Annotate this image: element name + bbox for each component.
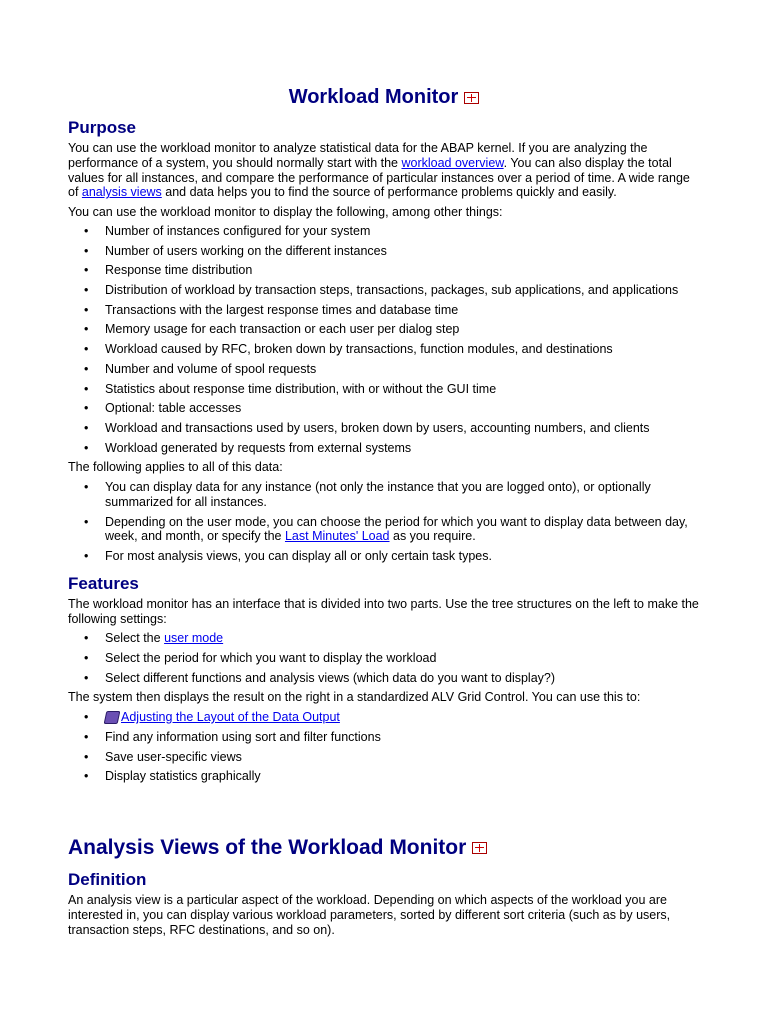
- definition-paragraph: An analysis view is a particular aspect of the workload. Depending on which aspects of the workload you are interested in, you can display various workload parameters, sorted by different sort criteria (such as by users, transaction steps, RFC destinations, and so on).: [68, 893, 671, 937]
- list-item: • Workload caused by RFC, broken down by transactions, function modules, and destinations: [84, 342, 613, 357]
- purpose-paragraph-1: You can use the workload monitor to analyze statistical data for the ABAP kernel. If you are analyzing the performance of a system, you should normally start with the workload overview. You can also display the total values for all instances, and compare the performance of particular instances over a period of time. A wide range of analysis views and data helps you to find the source of performance problems quickly and easily.: [68, 141, 690, 200]
- adjusting-layout-link[interactable]: Adjusting the Layout of the Data Output: [121, 710, 340, 724]
- list-item: • Display statistics graphically: [84, 769, 261, 784]
- list-item: • Find any information using sort and filter functions: [84, 729, 381, 744]
- list-item: • Select the user mode: [84, 631, 224, 645]
- features-paragraph-2: The system then displays the result on the right in a standardized ALV Grid Control. You can use this to:: [68, 690, 641, 704]
- list-item: • Distribution of workload by transaction steps, transactions, packages, sub applications, and applications: [84, 283, 679, 298]
- applies-paragraph: The following applies to all of this data:: [68, 460, 283, 474]
- user-mode-link[interactable]: user mode: [164, 631, 224, 645]
- purpose-heading: Purpose: [68, 118, 137, 137]
- list-item: • Number of instances configured for your system: [84, 224, 371, 238]
- purpose-list: [68, 224, 700, 460]
- list-item: • Workload and transactions used by users, broken down by users, accounting numbers, and clients: [84, 420, 650, 435]
- list-item: • Transactions with the largest response times and database time: [84, 302, 459, 317]
- definition-heading: Definition: [68, 870, 147, 889]
- workload-overview-link[interactable]: workload overview: [401, 155, 504, 170]
- purpose-paragraph-2: You can use the workload monitor to display the following, among other things:: [68, 205, 503, 219]
- list-item: • Adjusting the Layout of the Data Output: [84, 710, 340, 724]
- list-item: • Workload generated by requests from external systems: [84, 440, 412, 455]
- sap-link-icon[interactable]: [472, 842, 487, 854]
- list-item: • For most analysis views, you can display all or only certain task types.: [84, 549, 492, 564]
- analysis-views-title: Analysis Views of the Workload Monitor: [68, 836, 487, 860]
- list-item: • Depending on the user mode, you can choose the period for which you want to display data between day, week, and month, or specify the Last Minutes' Load as you require.: [84, 514, 688, 544]
- alv-list: [68, 710, 700, 784]
- page-title: Workload Monitor: [68, 86, 700, 109]
- applies-list: [68, 480, 700, 564]
- last-minutes-load-link[interactable]: Last Minutes' Load: [284, 529, 390, 544]
- list-item: • Optional: table accesses: [84, 401, 242, 416]
- list-item: • Number of users working on the different instances: [84, 243, 387, 258]
- features-list: [68, 631, 700, 685]
- list-item: • Response time distribution: [84, 263, 253, 278]
- list-item: • Statistics about response time distribution, with or without the GUI time: [84, 381, 497, 396]
- list-item: • Number and volume of spool requests: [84, 361, 317, 376]
- list-item: • You can display data for any instance (not only the instance that you are logged onto), or optionally summarized for all instances.: [84, 480, 651, 509]
- list-item: • Memory usage for each transaction or each user per dialog step: [84, 322, 460, 337]
- features-heading: Features: [68, 574, 139, 593]
- sap-link-icon[interactable]: [464, 92, 479, 104]
- analysis-views-link[interactable]: analysis views: [81, 185, 162, 200]
- features-paragraph-1: The workload monitor has an interface that is divided into two parts. Use the tree structures on the left to make the following settings:: [68, 597, 699, 626]
- list-item: • Save user-specific views: [84, 749, 242, 764]
- book-icon: [104, 711, 121, 724]
- list-item: • Select the period for which you want to display the workload: [84, 650, 437, 665]
- list-item: • Select different functions and analysis views (which data do you want to display?): [84, 670, 556, 685]
